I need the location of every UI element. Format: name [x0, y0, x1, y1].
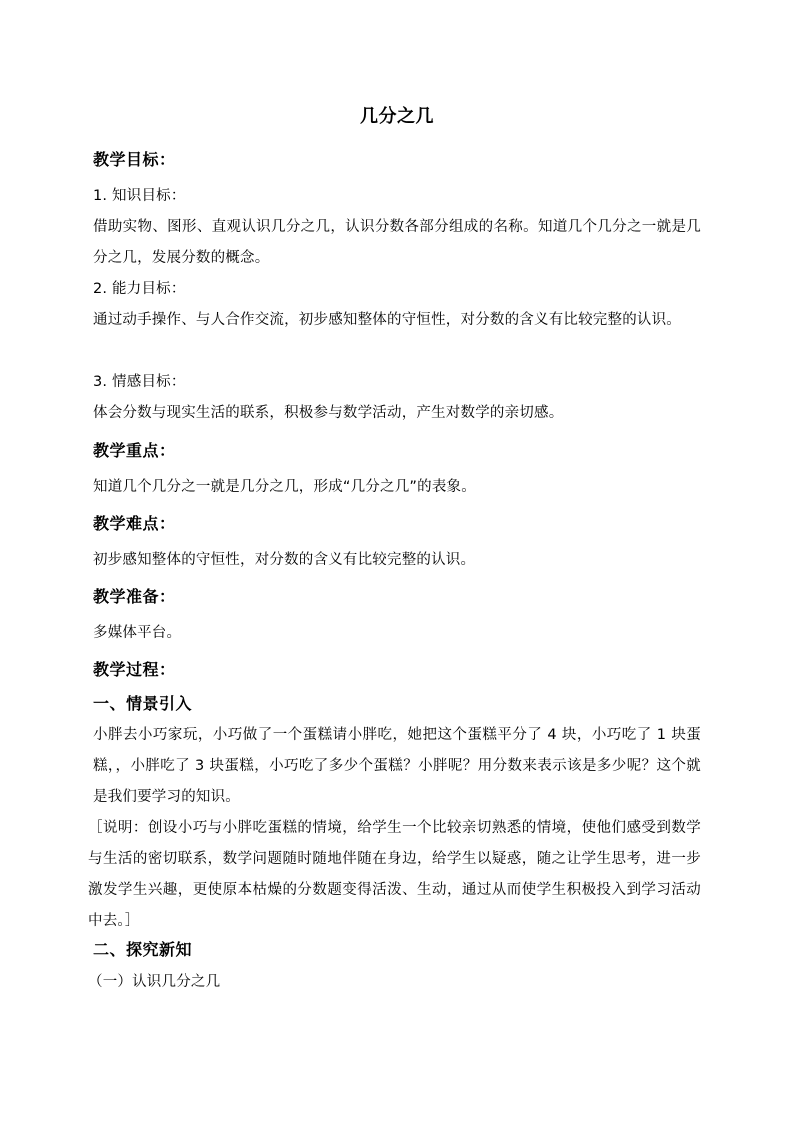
objectives-heading: 教学目标：: [93, 150, 176, 169]
key-points-heading: 教学重点：: [93, 441, 176, 460]
page-title: 几分之几: [360, 106, 434, 127]
preparation-heading: 教学准备：: [93, 587, 176, 606]
key-points-text: 知道几个几分之一就是几分之几，形成“几分之几”的表象。: [93, 479, 476, 495]
ability-objective-label: 2. 能力目标：: [93, 281, 186, 297]
section-2-title: 二、探究新知: [93, 940, 193, 959]
emotion-objective-text: 体会分数与现实生活的联系，积极参与数学活动，产生对数学的亲切感。: [93, 405, 564, 421]
preparation-text: 多媒体平台。: [93, 625, 182, 641]
knowledge-objective-text: 借助实物、图形、直观认识几分之几，认识分数各部分组成的名称。知道几个几分之一就是几分之几，发展分数的概念。: [93, 219, 701, 266]
subsection-1-title: （一）认识几分之几: [88, 974, 221, 990]
section-1-title: 一、情景引入: [93, 694, 193, 713]
section-1-note: ［说明：创设小巧与小胖吃蛋糕的情境，给学生一个比较亲切熟悉的情境，使他们感受到数学与生活的密切联系，数学问题随时随地伴随在身边，给学生以疑惑，随之让学生思考，进一步激发学生兴趣，更使原本枯燥的分数题变得活泼、生动，通过从而使学生积极投入到学习活动中去。］: [88, 820, 701, 929]
process-heading: 教学过程：: [93, 660, 176, 679]
emotion-objective-label: 3. 情感目标：: [93, 374, 186, 390]
section-1-text: 小胖去小巧家玩，小巧做了一个蛋糕请小胖吃，她把这个蛋糕平分了 4 块，小巧吃了 1 块蛋糕，，小胖吃了 3 块蛋糕，小巧吃了多少个蛋糕？小胖呢？用分数来表示该是多少呢？这个就是我们要学习的知识。: [93, 727, 701, 805]
difficulties-text: 初步感知整体的守恒性，对分数的含义有比较完整的认识。: [93, 552, 476, 568]
difficulties-heading: 教学难点：: [93, 514, 176, 533]
ability-objective-text: 通过动手操作、与人合作交流，初步感知整体的守恒性，对分数的含义有比较完整的认识。: [93, 312, 681, 328]
knowledge-objective-label: 1. 知识目标：: [93, 188, 186, 204]
